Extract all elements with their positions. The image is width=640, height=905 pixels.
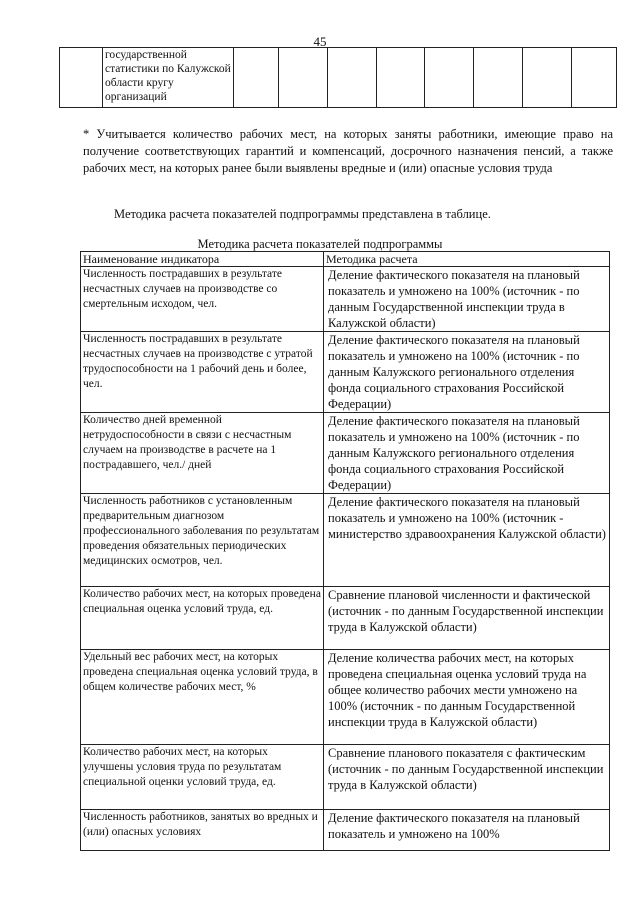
indicator-cell: Численность пострадавших в результате несчастных случаев на производстве с утратой трудоспособности на 1 рабочий день и более, чел. <box>81 332 324 413</box>
table-title: Методика расчета показателей подпрограммы <box>197 237 443 251</box>
method-cell: Деление количества рабочих мест, на которых проведена специальная оценка условий труда на общее количество рабочих мести умножено на 100% (источник - по данным Государственной инспекции труда в Калужской области) <box>324 650 610 745</box>
indicator-cell: Численность пострадавших в результате несчастных случаев на производстве со смертельным исходом, чел. <box>81 267 324 332</box>
table-row <box>81 810 610 851</box>
method-cell: Деление фактического показателя на плановый показатель и умножено на 100% (источник - по данным Калужского регионального отделения фонда социального страхования Российской Федерации) <box>324 413 610 494</box>
indicator-cell: Количество дней временной нетрудоспособности в связи с несчастным случаем на производстве в расчете на 1 пострадавшего, чел./ дней <box>81 413 324 494</box>
method-cell: Сравнение плановой численности и фактической (источник - по данным Государственной инспекции труда в Калужской области) <box>324 587 610 650</box>
table-row <box>81 650 610 745</box>
table-row <box>81 267 610 332</box>
method-cell: Деление фактического показателя на плановый показатель и умножено на 100% (источник - по данным Калужского регионального отделения фонда социального страхования Российской Федерации) <box>324 332 610 413</box>
table-row <box>81 587 610 650</box>
indicator-cell: Удельный вес рабочих мест, на которых проведена специальная оценка условий труда, в общем количестве рабочих мест, % <box>81 650 324 745</box>
table-row <box>81 332 610 413</box>
method-cell: Сравнение планового показателя с фактическим (источник - по данным Государственной инспекции труда в Калужской области) <box>324 745 610 810</box>
indicator-cell: Численность работников с установленным предварительным диагнозом профессионального заболевания по результатам проведения обязательных периодических медицинских осмотров, чел. <box>81 494 324 587</box>
continued-table <box>59 47 617 108</box>
indicator-cell: Численность работников, занятых во вредных и (или) опасных условиях <box>81 810 324 851</box>
column-header-indicator: Наименование индикатора <box>81 252 324 267</box>
continued-table-label: государственной статистики по Калужской области кругу организаций <box>103 48 234 108</box>
indicator-cell: Количество рабочих мест, на которых улучшены условия труда по результатам специальной оценки условий труда, ед. <box>81 745 324 810</box>
table-row <box>81 413 610 494</box>
column-header-method: Методика расчета <box>324 252 610 267</box>
page-number: 45 <box>313 34 327 49</box>
method-cell: Деление фактического показателя на плановый показатель и умножено на 100% <box>324 810 610 851</box>
footnote: * Учитывается количество рабочих мест, на которых заняты работники, имеющие право на получение соответствующих гарантий и компенсаций, досрочного назначения пенсий, а также рабочих мест, на которых ранее были выявлены вредные и (или) опасные условия труда <box>83 127 613 175</box>
methodology-table <box>80 251 610 851</box>
table-header-row <box>81 252 610 267</box>
table-row <box>81 745 610 810</box>
indicator-cell: Количество рабочих мест, на которых проведена специальная оценка условий труда, ед. <box>81 587 324 650</box>
method-cell: Деление фактического показателя на плановый показатель и умножено на 100% (источник - по данным Государственной инспекции труда в Калужской области) <box>324 267 610 332</box>
table-row <box>81 494 610 587</box>
intro-text: Методика расчета показателей подпрограммы представлена в таблице. <box>114 207 491 221</box>
method-cell: Деление фактического показателя на плановый показатель и умножено на 100% (источник - министерство здравоохранения Калужской области) <box>324 494 610 587</box>
